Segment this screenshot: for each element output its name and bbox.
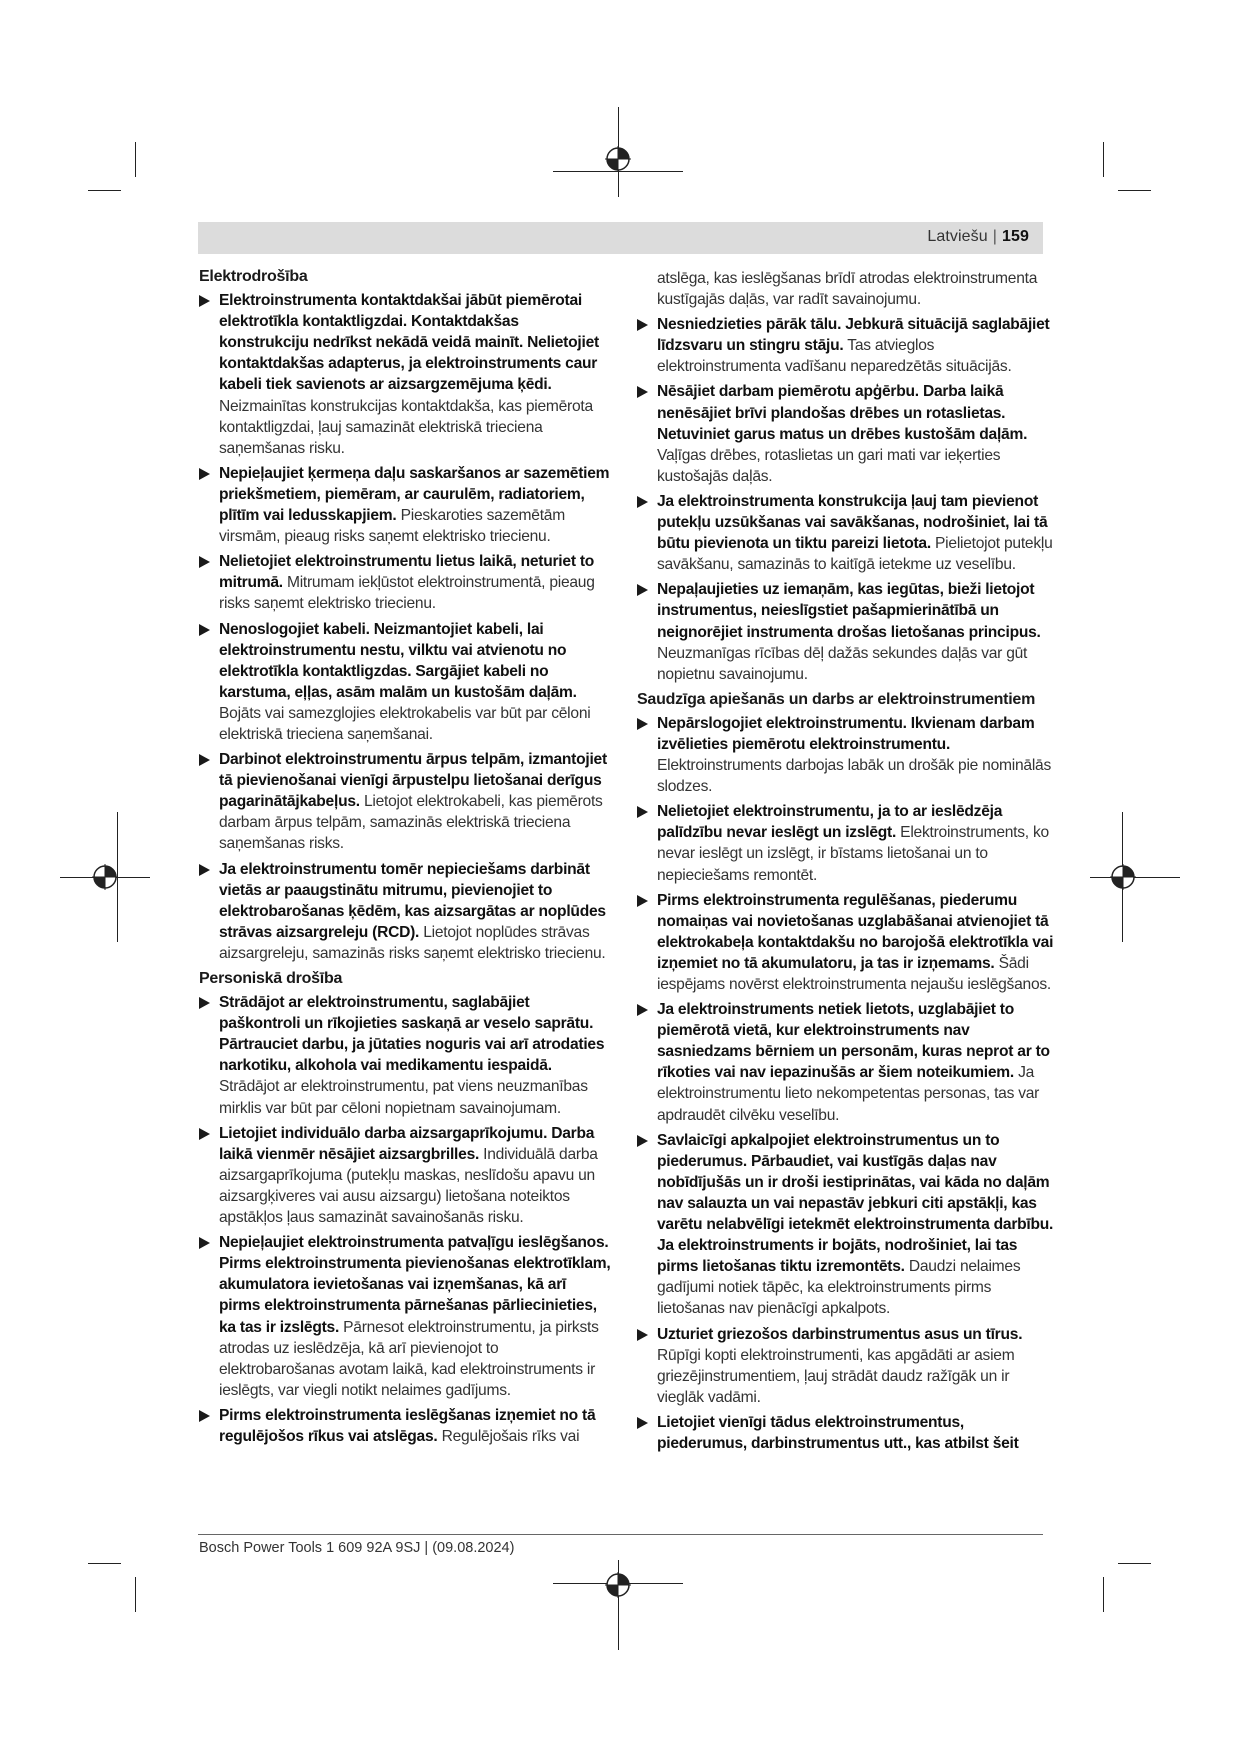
bullet-triangle-icon [637, 1417, 648, 1429]
footer-text: Bosch Power Tools 1 609 92A 9SJ | (09.08.2024) [199, 1540, 515, 1556]
bullet-triangle-icon [199, 295, 210, 307]
bullet-triangle-icon [199, 1128, 210, 1140]
right-column [637, 268, 1055, 1458]
crop-mark [1103, 142, 1104, 177]
crop-mark [135, 1577, 136, 1612]
list-item [199, 1232, 611, 1401]
item-bold-text: Nepaļaujieties uz iemaņām, kas iegūtas, bieži lietojot instrumentus, neieslīgstiet pašapmierinātībā un neignorējiet instrumenta drošas lietošanas principus. [657, 581, 1041, 641]
item-bold-text: Ja elektroinstrumenta konstrukcija ļauj tam pievienot putekļu uzsūkšanas vai savākšanas, nodrošiniet, lai tā būtu pievienota un tiktu pareizi lietota. [657, 492, 1048, 553]
item-bold-text: Savlaicīgi apkalpojiet elektroinstrumentus un to piederumus. Pārbaudiet, vai kustīgās daļas nav nobīdījušās un ir droši iestiprinātas, vai kāda no daļām nav salauzta un vai nepastāv jebkuri citi apstākļi, kas varētu nelabvēlīgi ietekmēt elektroinstrumenta darbību. Ja elektroinstruments ir bojāts, nodrošiniet, lai tas pirms lietošanas tiktu izremontēts. [657, 1131, 1054, 1276]
item-normal-text: Strādājot ar elektroinstrumentu, pat viens neuzmanības mirklis var būt par cēloni nopietnam savainojumam. [219, 1078, 588, 1117]
item-normal-text: Tas atvieglos elektroinstrumenta vadīšanu neparedzētās situācijās. [657, 337, 1012, 376]
bullet-triangle-icon [199, 997, 210, 1009]
item-normal-text: Mitrumam iekļūstot elektroinstrumentā, pieaug risks saņemt elektrisko triecienu. [219, 574, 595, 613]
crop-mark [88, 190, 121, 191]
bullet-triangle-icon [637, 1004, 648, 1016]
list-item [637, 381, 1055, 486]
left-column [199, 266, 611, 1451]
bullet-triangle-icon [637, 806, 648, 818]
item-bold-text: Darbinot elektroinstrumentu ārpus telpām, izmantojiet tā pievienošanai vienīgi ārpustelpu lietošanai derīgus pagarinātājkabeļus. [219, 751, 607, 811]
header-separator: | [992, 228, 997, 245]
item-bold-text: Ja elektroinstruments netiek lietots, uzglabājiet to piemērotā vietā, kur elektroinstruments nav sasniedzams bērniem un personām, kuras neprot ar to rīkoties vai nav iepazinušās ar šiem noteikumiem. [657, 1001, 1050, 1082]
item-normal-text: Pārnesot elektroinstrumentu, ja pirksts atrodas uz ieslēdzēja, kā arī pievienojot to elektrobarošanas avotam laikā, kad elektroinstruments ir ieslēgts, var viegli notikt nelaimes gadījums. [219, 1318, 599, 1399]
item-bold-text: Lietojiet individuālo darba aizsargaprīkojumu. Darba laikā vienmēr nēsājiet aizsargbrilles. [219, 1124, 595, 1163]
list-item [199, 551, 611, 614]
item-list [199, 290, 611, 964]
header-text [927, 228, 1029, 246]
crop-mark [1103, 1577, 1104, 1612]
list-item [199, 463, 611, 547]
registration-mark-icon [92, 864, 118, 890]
page-number: 159 [1002, 228, 1029, 245]
bullet-triangle-icon [199, 624, 210, 636]
item-normal-text: Regulējošais rīks vai [441, 1427, 580, 1445]
list-item [199, 992, 611, 1119]
item-bold-text: Strādājot ar elektroinstrumentu, saglabājiet paškontroli un rīkojieties saskaņā ar veselo saprātu. Pārtrauciet darbu, ja jūtaties noguris vai arī atrodaties narkotiku, alkohola vai medikamentu iespaidā. [219, 994, 605, 1075]
crop-mark [88, 1563, 121, 1564]
list-item [637, 1130, 1055, 1320]
list-item [637, 713, 1055, 797]
item-bold-text: Pirms elektroinstrumenta ieslēgšanas izņemiet no tā regulējošos rīkus vai atslēgas. [219, 1406, 596, 1445]
section-title-electrical-safety: Elektrodrošība [199, 268, 308, 285]
item-normal-text: Daudzi nelaimes gadījumi notiek tāpēc, ka elektroinstruments pirms lietošanas nav pienācīgi apkalpots. [657, 1258, 1021, 1318]
item-list [637, 713, 1055, 1454]
list-item [637, 314, 1055, 377]
bullet-triangle-icon [199, 556, 210, 568]
bullet-triangle-icon [199, 1237, 210, 1249]
registration-mark-icon [605, 146, 631, 172]
list-item [199, 290, 611, 459]
list-item [637, 999, 1055, 1126]
registration-mark-icon [1110, 864, 1136, 890]
item-normal-text: Šādi iespējams novērst elektroinstrumenta nejaušu ieslēgšanos. [657, 954, 1052, 993]
list-item [199, 1405, 611, 1447]
bullet-triangle-icon [637, 319, 648, 331]
item-bold-text: Nenoslogojiet kabeli. Neizmantojiet kabeli, lai elektroinstrumentu nestu, vilktu vai atvienotu no elektrotīkla kontaktligzdas. Sargājiet kabeli no karstuma, eļļas, asām malām un kustošām daļām. [219, 620, 577, 701]
bullet-triangle-icon [199, 468, 210, 480]
bullet-triangle-icon [637, 1329, 648, 1341]
bullet-triangle-icon [637, 718, 648, 730]
header-language: Latviešu [927, 228, 988, 245]
list-item [637, 801, 1055, 885]
list-item [199, 619, 611, 746]
item-normal-text: Elektroinstruments, ko nevar ieslēgt un izslēgt, ir bīstams lietošanai un to nepieciešams remontēt. [657, 824, 1049, 884]
list-item [199, 749, 611, 854]
crop-mark [1118, 190, 1151, 191]
item-normal-text: Elektroinstruments darbojas labāk un drošāk pie nominālās slodzes. [657, 757, 1052, 796]
item-bold-text: Elektroinstrumenta kontaktdakšai jābūt piemērotai elektrotīkla kontaktligzdai. Kontaktdakšas konstrukciju nedrīkst nekādā veidā mainīt. Nelietojiet kontaktdakšas adapterus, ja elektroinstruments caur kabeli tiek savienots ar aizsargzemējuma ķēdi. [219, 292, 599, 394]
item-normal-text: Ja elektroinstrumentu lieto nekompetentas personas, tas var apdraudēt cilvēku veselību. [657, 1064, 1040, 1124]
footer-divider [198, 1534, 1043, 1535]
list-item [637, 1412, 1055, 1454]
item-normal-text: Pielietojot putekļu savākšanu, samazinās to kaitīgā ietekme uz veselību. [657, 535, 1053, 574]
continuation-text: atslēga, kas ieslēgšanas brīdī atrodas elektroinstrumenta kustīgajās daļās, var radīt savainojumu. [657, 270, 1038, 309]
item-bold-text: Nelietojiet elektroinstrumentu, ja to ar ieslēdzēja palīdzību nevar ieslēgt un izslēgt. [657, 803, 1003, 842]
item-normal-text: Rūpīgi kopti elektroinstrumenti, kas apgādāti ar asiem griezējinstrumentiem, ļauj strādāt daudz ražīgāk un ir vieglāk vadāmi. [657, 1346, 1015, 1406]
item-normal-text: Vaļīgas drēbes, rotaslietas un gari mati var ieķerties kustošajās daļās. [657, 446, 1001, 485]
bullet-triangle-icon [637, 895, 648, 907]
item-bold-text: Ja elektroinstrumentu tomēr nepieciešams darbināt vietās ar paaugstinātu mitrumu, pievienojiet to elektrobarošanas ķēdēm, kas aizsargātas ar noplūdes strāvas aizsargreleju (RCD). [219, 860, 606, 941]
section-title-tool-care: Saudzīga apiešanās un darbs ar elektroinstrumentiem [637, 690, 1036, 708]
item-bold-text: Nēsājiet darbam piemērotu apģērbu. Darba laikā nenēsājiet brīvi plandošas drēbes un rotaslietas. Netuviniet garus matus un drēbes kustošām daļām. [657, 383, 1028, 443]
item-bold-text: Nepieļaujiet ķermeņa daļu saskaršanos ar sazemētiem priekšmetiem, piemēram, ar caurulēm, radiatoriem, plītīm vai ledusskapjiem. [219, 464, 610, 525]
list-item [637, 579, 1055, 684]
item-bold-text: Nepieļaujiet elektroinstrumenta patvaļīgu ieslēgšanos. Pirms elektroinstrumenta pievienošanas elektrotīklam, akumulatora ievietošanas vai izņemšanas, kā arī pirms elektroinstrumenta pārnešanas pārliecinieties, ka tas ir izslēgts. [219, 1234, 611, 1336]
registration-mark-icon [605, 1572, 631, 1598]
item-normal-text: Individuālā darba aizsargaprīkojuma (putekļu maskas, neslīdošu apavu un aizsargķiveres vai ausu aizsargu) lietošana noteiktos apstākļos ļaus samazināt savainošanās risku. [219, 1145, 598, 1227]
bullet-triangle-icon [199, 1410, 210, 1422]
item-bold-text: Nepārslogojiet elektroinstrumentu. Ikvienam darbam izvēlieties piemērotu elektroinstrumentu. [657, 714, 1035, 753]
item-bold-text: Pirms elektroinstrumenta regulēšanas, piederumu nomaiņas vai novietošanas uzglabāšanai atvienojiet tā elektrokabeļa kontaktdakšu no barojošā elektrotīkla vai izņemiet no tā akumulatoru, ja tas ir izņemams. [657, 891, 1054, 972]
item-normal-text: Pieskaroties sazemētām virsmām, pieaug risks saņemt elektrisko triecienu. [219, 507, 565, 546]
item-bold-text: Lietojiet vienīgi tādus elektroinstrumentus, piederumus, darbinstrumentus utt., kas atbilst šeit [657, 1413, 1019, 1452]
page-header [198, 222, 1043, 254]
item-list [199, 992, 611, 1447]
bullet-triangle-icon [637, 386, 648, 398]
item-bold-text: Nelietojiet elektroinstrumentu lietus laikā, neturiet to mitrumā. [219, 553, 595, 592]
item-normal-text: Neizmainītas konstrukcijas kontaktdakša, kas piemērota kontaktligzdai, ļauj samazināt elektriskā trieciena saņemšanas risku. [219, 397, 593, 457]
bullet-triangle-icon [637, 584, 648, 596]
crop-mark [135, 142, 136, 177]
item-list [637, 314, 1055, 685]
bullet-triangle-icon [637, 1135, 648, 1147]
item-normal-text: Lietojot noplūdes strāvas aizsargreleju, samazinās risks saņemt elektrisko triecienu. [219, 923, 606, 962]
item-normal-text: Neuzmanīgas rīcības dēļ dažās sekundes daļās var gūt nopietnu savainojumu. [657, 644, 1028, 683]
list-item [637, 890, 1055, 995]
crop-mark [1118, 1563, 1151, 1564]
list-item [199, 1123, 611, 1228]
bullet-triangle-icon [199, 754, 210, 766]
section-title-personal-safety: Personiskā drošība [199, 970, 343, 987]
bullet-triangle-icon [199, 864, 210, 876]
bullet-triangle-icon [637, 496, 648, 508]
item-normal-text: Bojāts vai samezglojies elektrokabelis var būt par cēloni elektriskā trieciena saņemšanai. [219, 704, 591, 743]
item-bold-text: Nesniedzieties pārāk tālu. Jebkurā situācijā saglabājiet līdzsvaru un stingru stāju. [657, 316, 1050, 355]
item-bold-text: Uzturiet griezošos darbinstrumentus asus un tīrus. [657, 1325, 1023, 1343]
item-normal-text: Lietojot elektrokabeli, kas piemērots darbam ārpus telpām, samazinās elektriskā trieciena saņemšanas risks. [219, 793, 603, 853]
list-item [637, 1324, 1055, 1408]
list-item [637, 491, 1055, 575]
list-item [199, 859, 611, 964]
